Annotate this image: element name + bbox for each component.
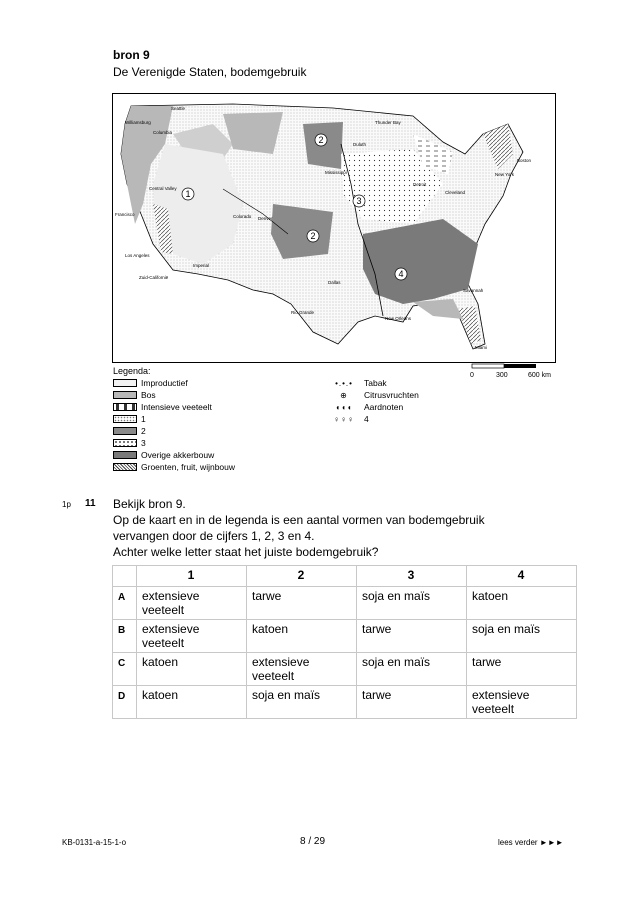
legend-swatch <box>113 391 137 399</box>
map-region-label: 1 <box>185 189 191 199</box>
map-region-label: 3 <box>356 196 362 206</box>
cotton-icon: ♀♀♀ <box>333 414 355 424</box>
map-scale <box>470 362 560 384</box>
map-place: New Orleans <box>385 316 412 321</box>
scale-label: 0 <box>470 372 474 379</box>
legend-swatch <box>113 379 137 387</box>
map-place: Thunder Bay <box>375 120 401 125</box>
table-cell: tarwe <box>357 686 467 719</box>
map-graphic <box>113 94 555 362</box>
answer-letter: B <box>113 620 137 653</box>
map-region-label: 4 <box>398 269 404 279</box>
scale-bar <box>470 362 560 384</box>
question-line: Bekijk bron 9. <box>113 497 186 511</box>
legend-swatch <box>113 451 137 459</box>
answer-row-d[interactable] <box>113 686 577 719</box>
legend-symbol-item: ♀♀♀ 4 <box>330 414 369 424</box>
table-cell: extensieve veeteelt <box>467 686 577 719</box>
map-place: Boston <box>517 158 532 163</box>
citrus-icon: ⊕ <box>340 390 348 400</box>
source-number: bron 9 <box>113 48 150 62</box>
map-place: Los Angeles <box>125 253 150 258</box>
table-cell: katoen <box>467 587 577 620</box>
table-cell: katoen <box>247 620 357 653</box>
legend-item: Overige akkerbouw <box>113 450 214 460</box>
question-points: 1p <box>62 500 71 509</box>
scale-label: 300 <box>496 372 508 379</box>
map-place: Duluth <box>353 142 367 147</box>
legend-item: 1 <box>113 414 146 424</box>
table-header <box>113 566 137 587</box>
legend-swatch <box>113 427 137 435</box>
footer-code: KB-0131-a-15-1-o <box>62 838 127 847</box>
map-place: Williamsburg <box>125 120 151 125</box>
answer-letter: C <box>113 653 137 686</box>
legend-swatch <box>113 415 137 423</box>
legend-item: Intensieve veeteelt <box>113 402 212 412</box>
table-cell: soja en maïs <box>467 620 577 653</box>
map-place: Seattle <box>171 106 186 111</box>
map-place: Zuid-Californië <box>139 275 169 280</box>
map-place: Central Valley <box>149 186 177 191</box>
table-cell: soja en maïs <box>357 587 467 620</box>
map-place: Denver <box>258 216 273 221</box>
legend-item: 3 <box>113 438 146 448</box>
question-number: 11 <box>85 498 96 509</box>
legend-swatch <box>113 439 137 447</box>
question-line: Op de kaart en in de legenda is een aantal vormen van bodemgebruik <box>113 513 485 527</box>
footer-next-link[interactable]: lees verder ►►► <box>498 838 564 847</box>
question-line: vervangen door de cijfers 1, 2, 3 en 4. <box>113 529 315 543</box>
map-place: New York <box>495 172 515 177</box>
table-cell: tarwe <box>467 653 577 686</box>
legend-item: Groenten, fruit, wijnbouw <box>113 462 235 472</box>
map-place: Miami <box>475 345 487 350</box>
table-header-row <box>113 566 577 587</box>
table-cell: soja en maïs <box>357 653 467 686</box>
map-place: Dallas <box>328 280 341 285</box>
usa-land-use-map <box>112 93 556 363</box>
map-place: Imperial <box>193 263 210 268</box>
map-place: Colorado <box>233 214 252 219</box>
table-cell: katoen <box>137 653 247 686</box>
map-region-label: 2 <box>318 135 324 145</box>
map-place: Rio Grande <box>291 310 315 315</box>
answer-row-c[interactable] <box>113 653 577 686</box>
question-line: Achter welke letter staat het juiste bodemgebruik? <box>113 545 379 559</box>
map-place: Mississippi <box>325 170 347 175</box>
table-cell: katoen <box>137 686 247 719</box>
legend-item: Improductief <box>113 378 188 388</box>
answer-letter: D <box>113 686 137 719</box>
map-place: Francisco <box>115 212 135 217</box>
answer-row-b[interactable] <box>113 620 577 653</box>
table-cell: extensieve veeteelt <box>137 587 247 620</box>
tobacco-icon: •.•.• <box>335 378 353 388</box>
table-header: 2 <box>247 566 357 587</box>
answer-row-a[interactable] <box>113 587 577 620</box>
table-cell: tarwe <box>357 620 467 653</box>
source-title: De Verenigde Staten, bodemgebruik <box>113 65 307 79</box>
legend-swatch <box>113 403 137 411</box>
table-cell: soja en maïs <box>247 686 357 719</box>
peanut-icon: ◖◖◖ <box>335 402 353 412</box>
legend-symbol-item: ⊕ Citrusvruchten <box>330 390 419 400</box>
table-header: 4 <box>467 566 577 587</box>
table-header: 1 <box>137 566 247 587</box>
legend-symbol-item: ◖◖◖ Aardnoten <box>330 402 403 412</box>
map-place: Columbia <box>153 130 173 135</box>
footer-page-number: 8 / 29 <box>300 836 326 847</box>
table-cell: extensieve veeteelt <box>247 653 357 686</box>
legend-symbol-item: •.•.• Tabak <box>330 378 387 388</box>
legend-swatch <box>113 463 137 471</box>
answer-table <box>112 565 577 719</box>
map-place: Detroit <box>413 182 427 187</box>
answer-letter: A <box>113 587 137 620</box>
legend-item: 2 <box>113 426 146 436</box>
map-place: Cleveland <box>445 190 466 195</box>
table-cell: tarwe <box>247 587 357 620</box>
legend-title: Legenda: <box>113 366 151 376</box>
legend-item: Bos <box>113 390 156 400</box>
table-cell: extensieve veeteelt <box>137 620 247 653</box>
map-region-label: 2 <box>310 231 316 241</box>
table-header: 3 <box>357 566 467 587</box>
map-place: Savannah <box>463 288 484 293</box>
scale-label: 600 km <box>528 372 551 379</box>
